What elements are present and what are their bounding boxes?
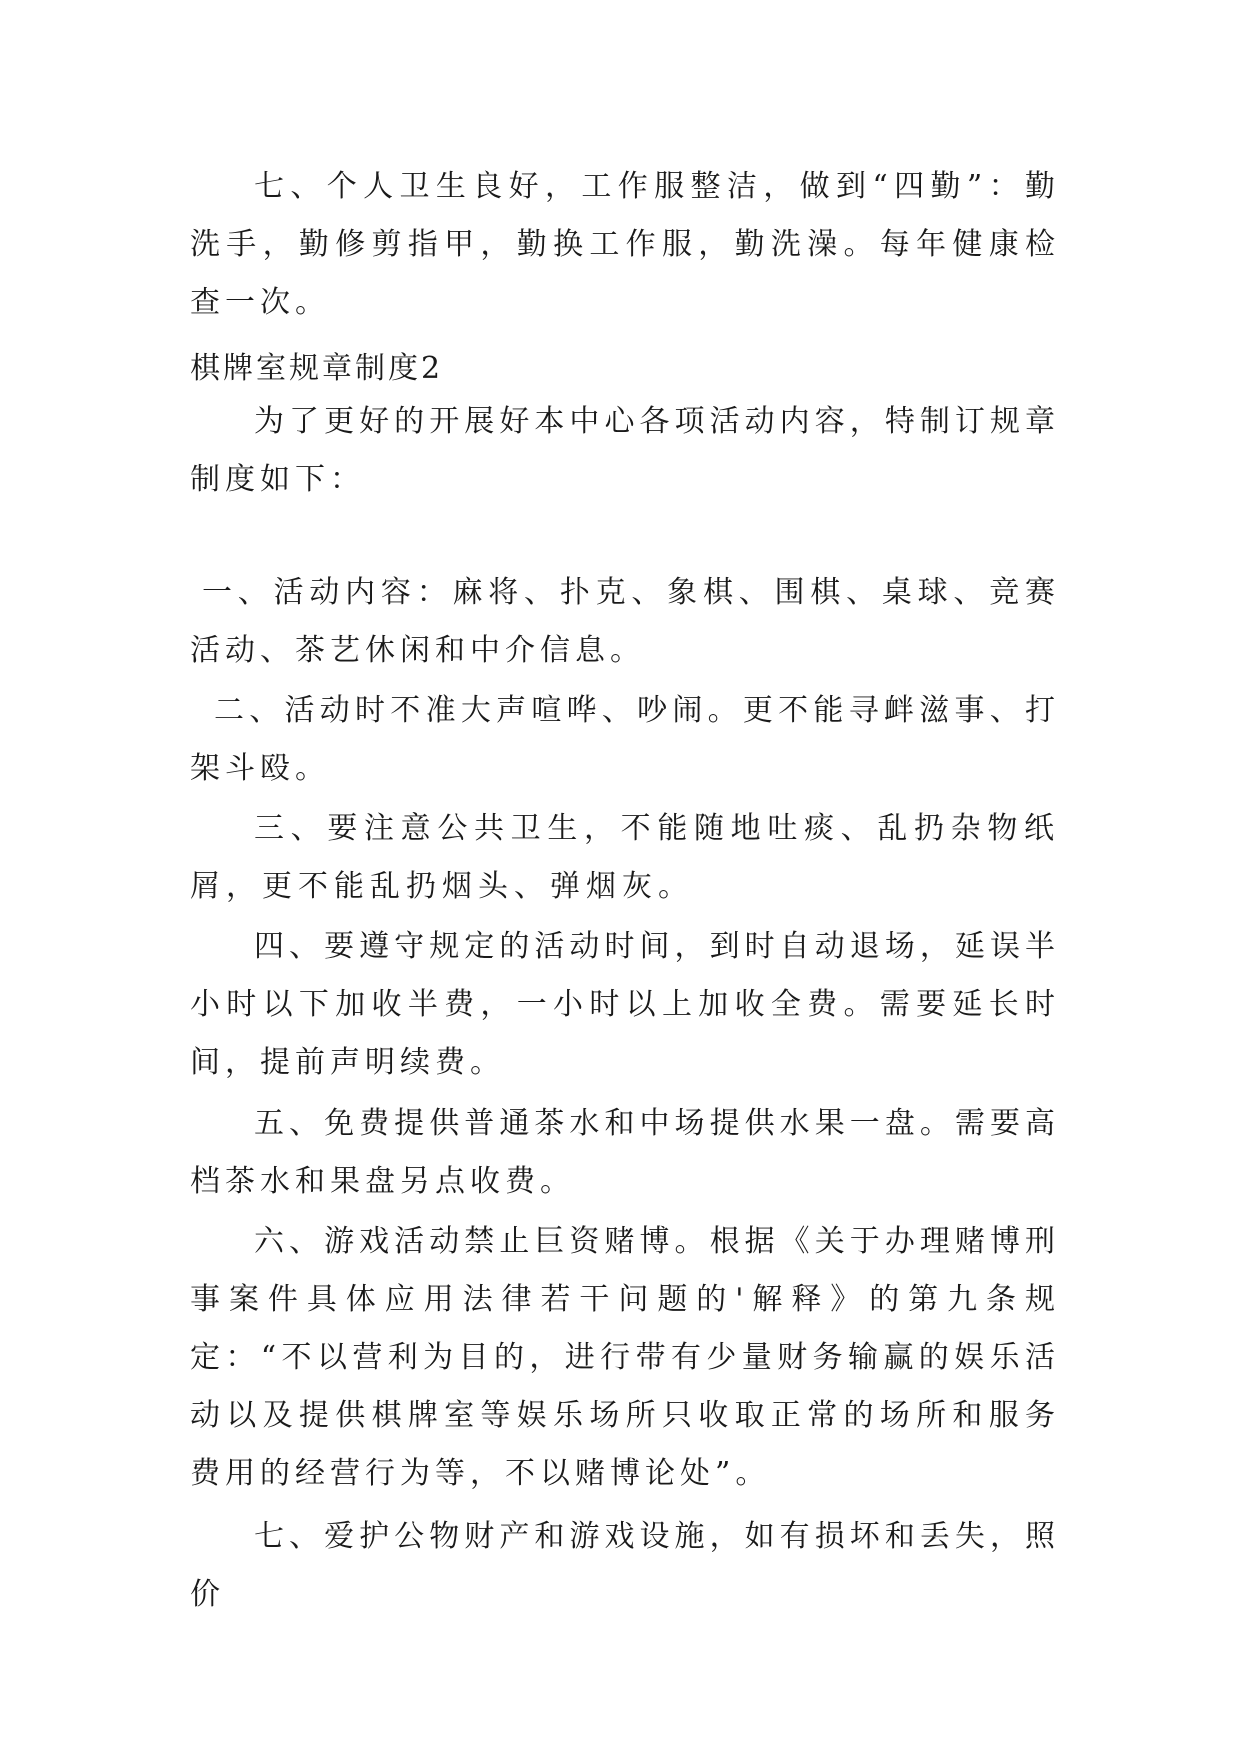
section-heading: 棋牌室规章制度2 xyxy=(190,351,444,386)
paragraph-hygiene: 七、个人卫生良好，工作服整洁，做到“四勤”：勤洗手，勤修剪指甲，勤换工作服，勤洗澡。每年健康检查一次。 xyxy=(190,169,1060,320)
paragraph-rule-6: 六、游戏活动禁止巨资赌博。根据《关于办理赌博刑事案件具体应用法律若干问题的'解释》的第九条规定：“不以营利为目的，进行带有少量财务输赢的娱乐活动以及提供棋牌室等娱乐场所只收取正常的场所和服务费用的经营行为等，不以赌博论处”。 xyxy=(190,1224,1060,1491)
paragraph-rule-2: 二、活动时不准大声喧哗、吵闹。更不能寻衅滋事、打架斗殴。 xyxy=(190,693,1060,786)
paragraph-rule-3: 三、要注意公共卫生，不能随地吐痰、乱扔杂物纸屑，更不能乱扔烟头、弹烟灰。 xyxy=(190,811,1060,904)
paragraph-intro: 为了更好的开展好本中心各项活动内容，特制订规章制度如下： xyxy=(190,404,1060,497)
paragraph-rule-7: 七、爱护公物财产和游戏设施，如有损坏和丢失，照价 xyxy=(190,1519,1060,1612)
paragraph-rule-5: 五、免费提供普通茶水和中场提供水果一盘。需要高档茶水和果盘另点收费。 xyxy=(190,1106,1060,1199)
paragraph-rule-1: 一、活动内容：麻将、扑克、象棋、围棋、桌球、竞赛活动、茶艺休闲和中介信息。 xyxy=(190,575,1060,668)
paragraph-rule-4: 四、要遵守规定的活动时间，到时自动退场，延误半小时以下加收半费，一小时以上加收全费。需要延长时间，提前声明续费。 xyxy=(190,929,1060,1080)
